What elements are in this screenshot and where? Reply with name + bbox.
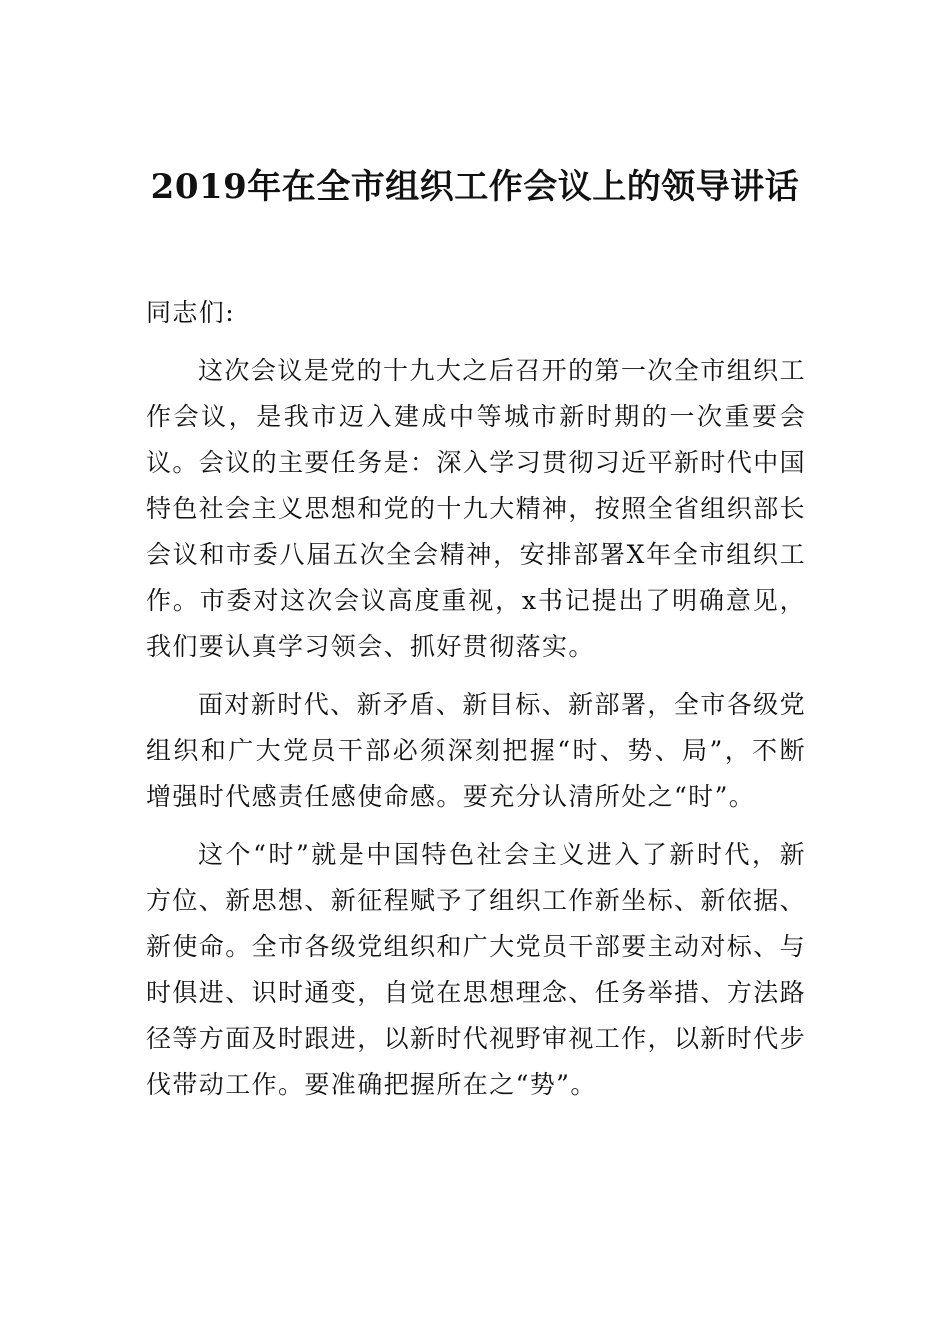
document-body [146,290,806,1120]
paragraph-1: 这次会议是党的十九大之后召开的第一次全市组织工作会议，是我市迈入建成中等城市新时期的一次重要会议。会议的主要任务是：深入学习贯彻习近平新时代中国特色社会主义思想和党的十九大精神，按照全省组织部长会议和市委八届五次全会精神，安排部署X年全市组织工作。市委对这次会议高度重视，x书记提出了明确意见，我们要认真学习领会、抓好贯彻落实。 [146,356,807,661]
salutation: 同志们: [146,298,236,327]
document-title: 2019年在全市组织工作会议上的领导讲话 [150,167,800,207]
paragraph-2: 面对新时代、新矛盾、新目标、新部署，全市各级党组织和广大党员干部必须深刻把握“时、势、局”，不断增强时代感责任感使命感。要充分认清所处之“时”。 [146,690,806,811]
paragraph-3: 这个“时”就是中国特色社会主义进入了新时代，新方位、新思想、新征程赋予了组织工作新坐标、新依据、新使命。全市各级党组织和广大党员干部要主动对标、与时俱进、识时通变，自觉在思想理念、任务举措、方法路径等方面及时跟进，以新时代视野审视工作，以新时代步伐带动工作。要准确把握所在之“势”。 [146,840,807,1099]
